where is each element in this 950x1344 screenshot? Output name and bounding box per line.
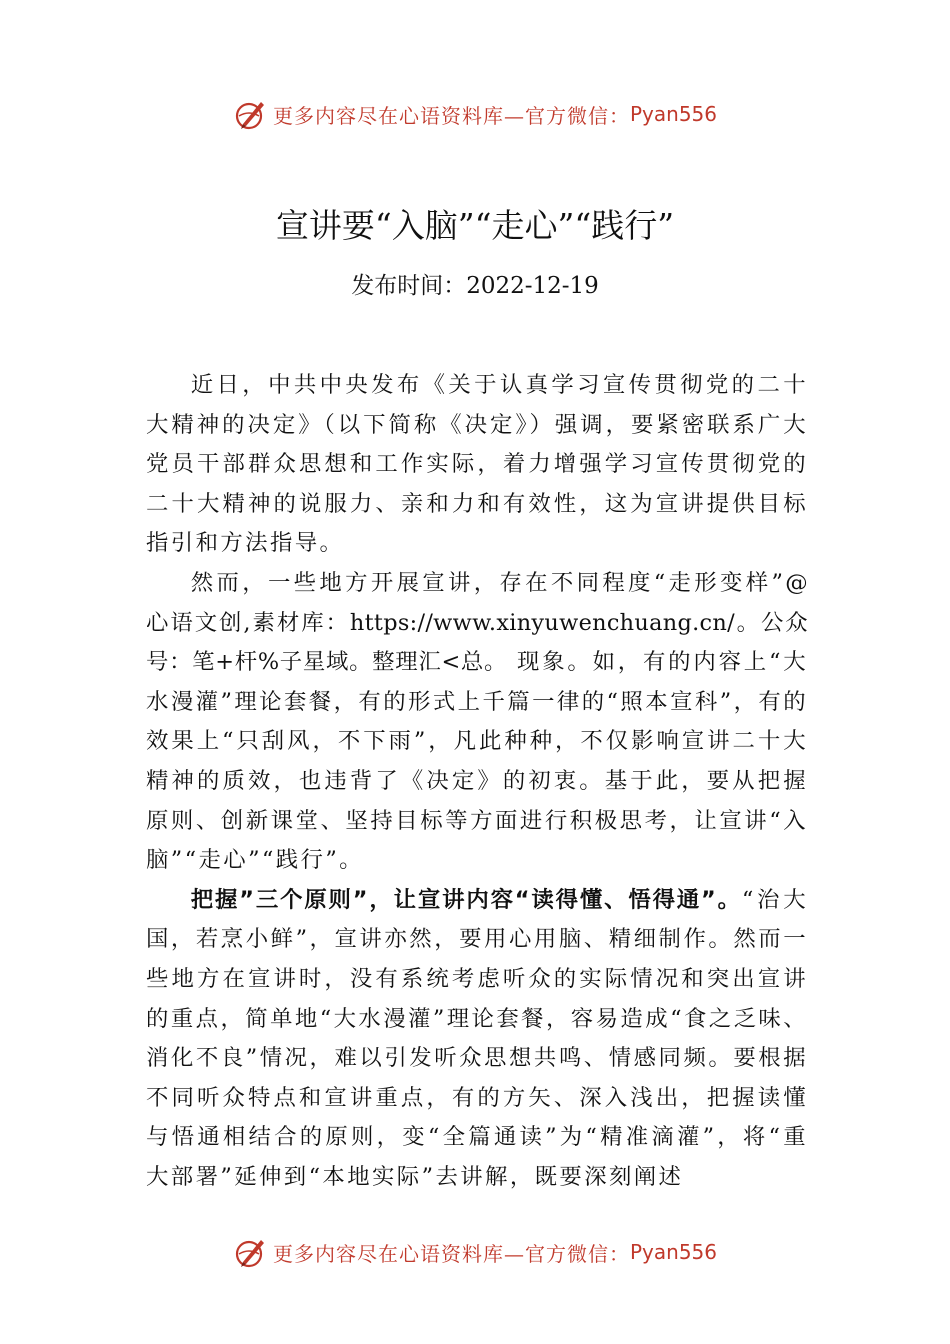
paragraph-3-body: “治大国，若烹小鲜”，宣讲亦然，要用心用脑、精细制作。然而一些地方在宣讲时，没有系统考虑听众的实际情况和突出宣讲的重点，简单地“大水漫灌”理论套餐，容易造成“食之乏味、消化不良”情况，难以引发听众思想共鸣、情感同频。要根据不同听众特点和宣讲重点，有的方矢、深入浅出，把握读懂与悟通相结合的原则，变“全篇通读”为“精准滴灌”，将“重大部署”延伸到“本地实际”去讲解，既要深刻阐述	[146, 886, 808, 1190]
paragraph-3	[146, 881, 808, 1198]
article-title: 宣讲要“入脑”“走心”“践行”	[275, 206, 675, 245]
banner-text: 更多内容尽在心语资料库—官方微信：	[272, 103, 630, 128]
paragraph-2-part-a: 然而，一些地方开展宣讲，存在不同程度“走形变样”	[190, 569, 786, 596]
publish-date-line	[0, 266, 950, 306]
footer-watermark-banner	[0, 1232, 950, 1272]
wechat-id: Pyan556	[629, 102, 717, 126]
paragraph-3-lead: 把握”三个原则”，让宣讲内容“读得懂、悟得通”。	[190, 886, 742, 913]
watermark-inline-text: @心语文创,素材库：https://www.xinyuwenchuang.cn/。公众号：笔+杆%子星域。整理汇<总。	[146, 569, 808, 676]
banner-text: 更多内容尽在心语资料库—官方微信：	[272, 1241, 630, 1266]
quill-pen-logo-icon	[233, 1234, 269, 1270]
publish-label: 发布时间：	[351, 273, 467, 299]
article-body	[146, 366, 808, 1197]
publish-date: 2022-12-19	[466, 273, 599, 299]
paragraph-2-part-c: 现象。如，有的内容上“大水漫灌”理论套餐，有的形式上千篇一律的“照本宣科”，有的效果上“只刮风，不下雨”，凡此种种，不仅影响宣讲二十大精神的质效，也违背了《决定》的初衷。基于此，要从把握原则、创新课堂、坚持目标等方面进行积极思考，让宣讲“入脑”“走心”“践行”。	[146, 649, 808, 874]
paragraph-2	[146, 564, 808, 881]
quill-pen-logo-icon	[233, 96, 269, 132]
wechat-id: Pyan556	[629, 1240, 717, 1264]
header-watermark-banner	[0, 94, 950, 134]
paragraph-1: 近日，中共中央发布《关于认真学习宣传贯彻党的二十大精神的决定》（以下简称《决定》）强调，要紧密联系广大党员干部群众思想和工作实际，着力增强学习宣传贯彻党的二十大精神的说服力、亲和力和有效性，这为宣讲提供目标指引和方法指导。	[146, 372, 808, 557]
